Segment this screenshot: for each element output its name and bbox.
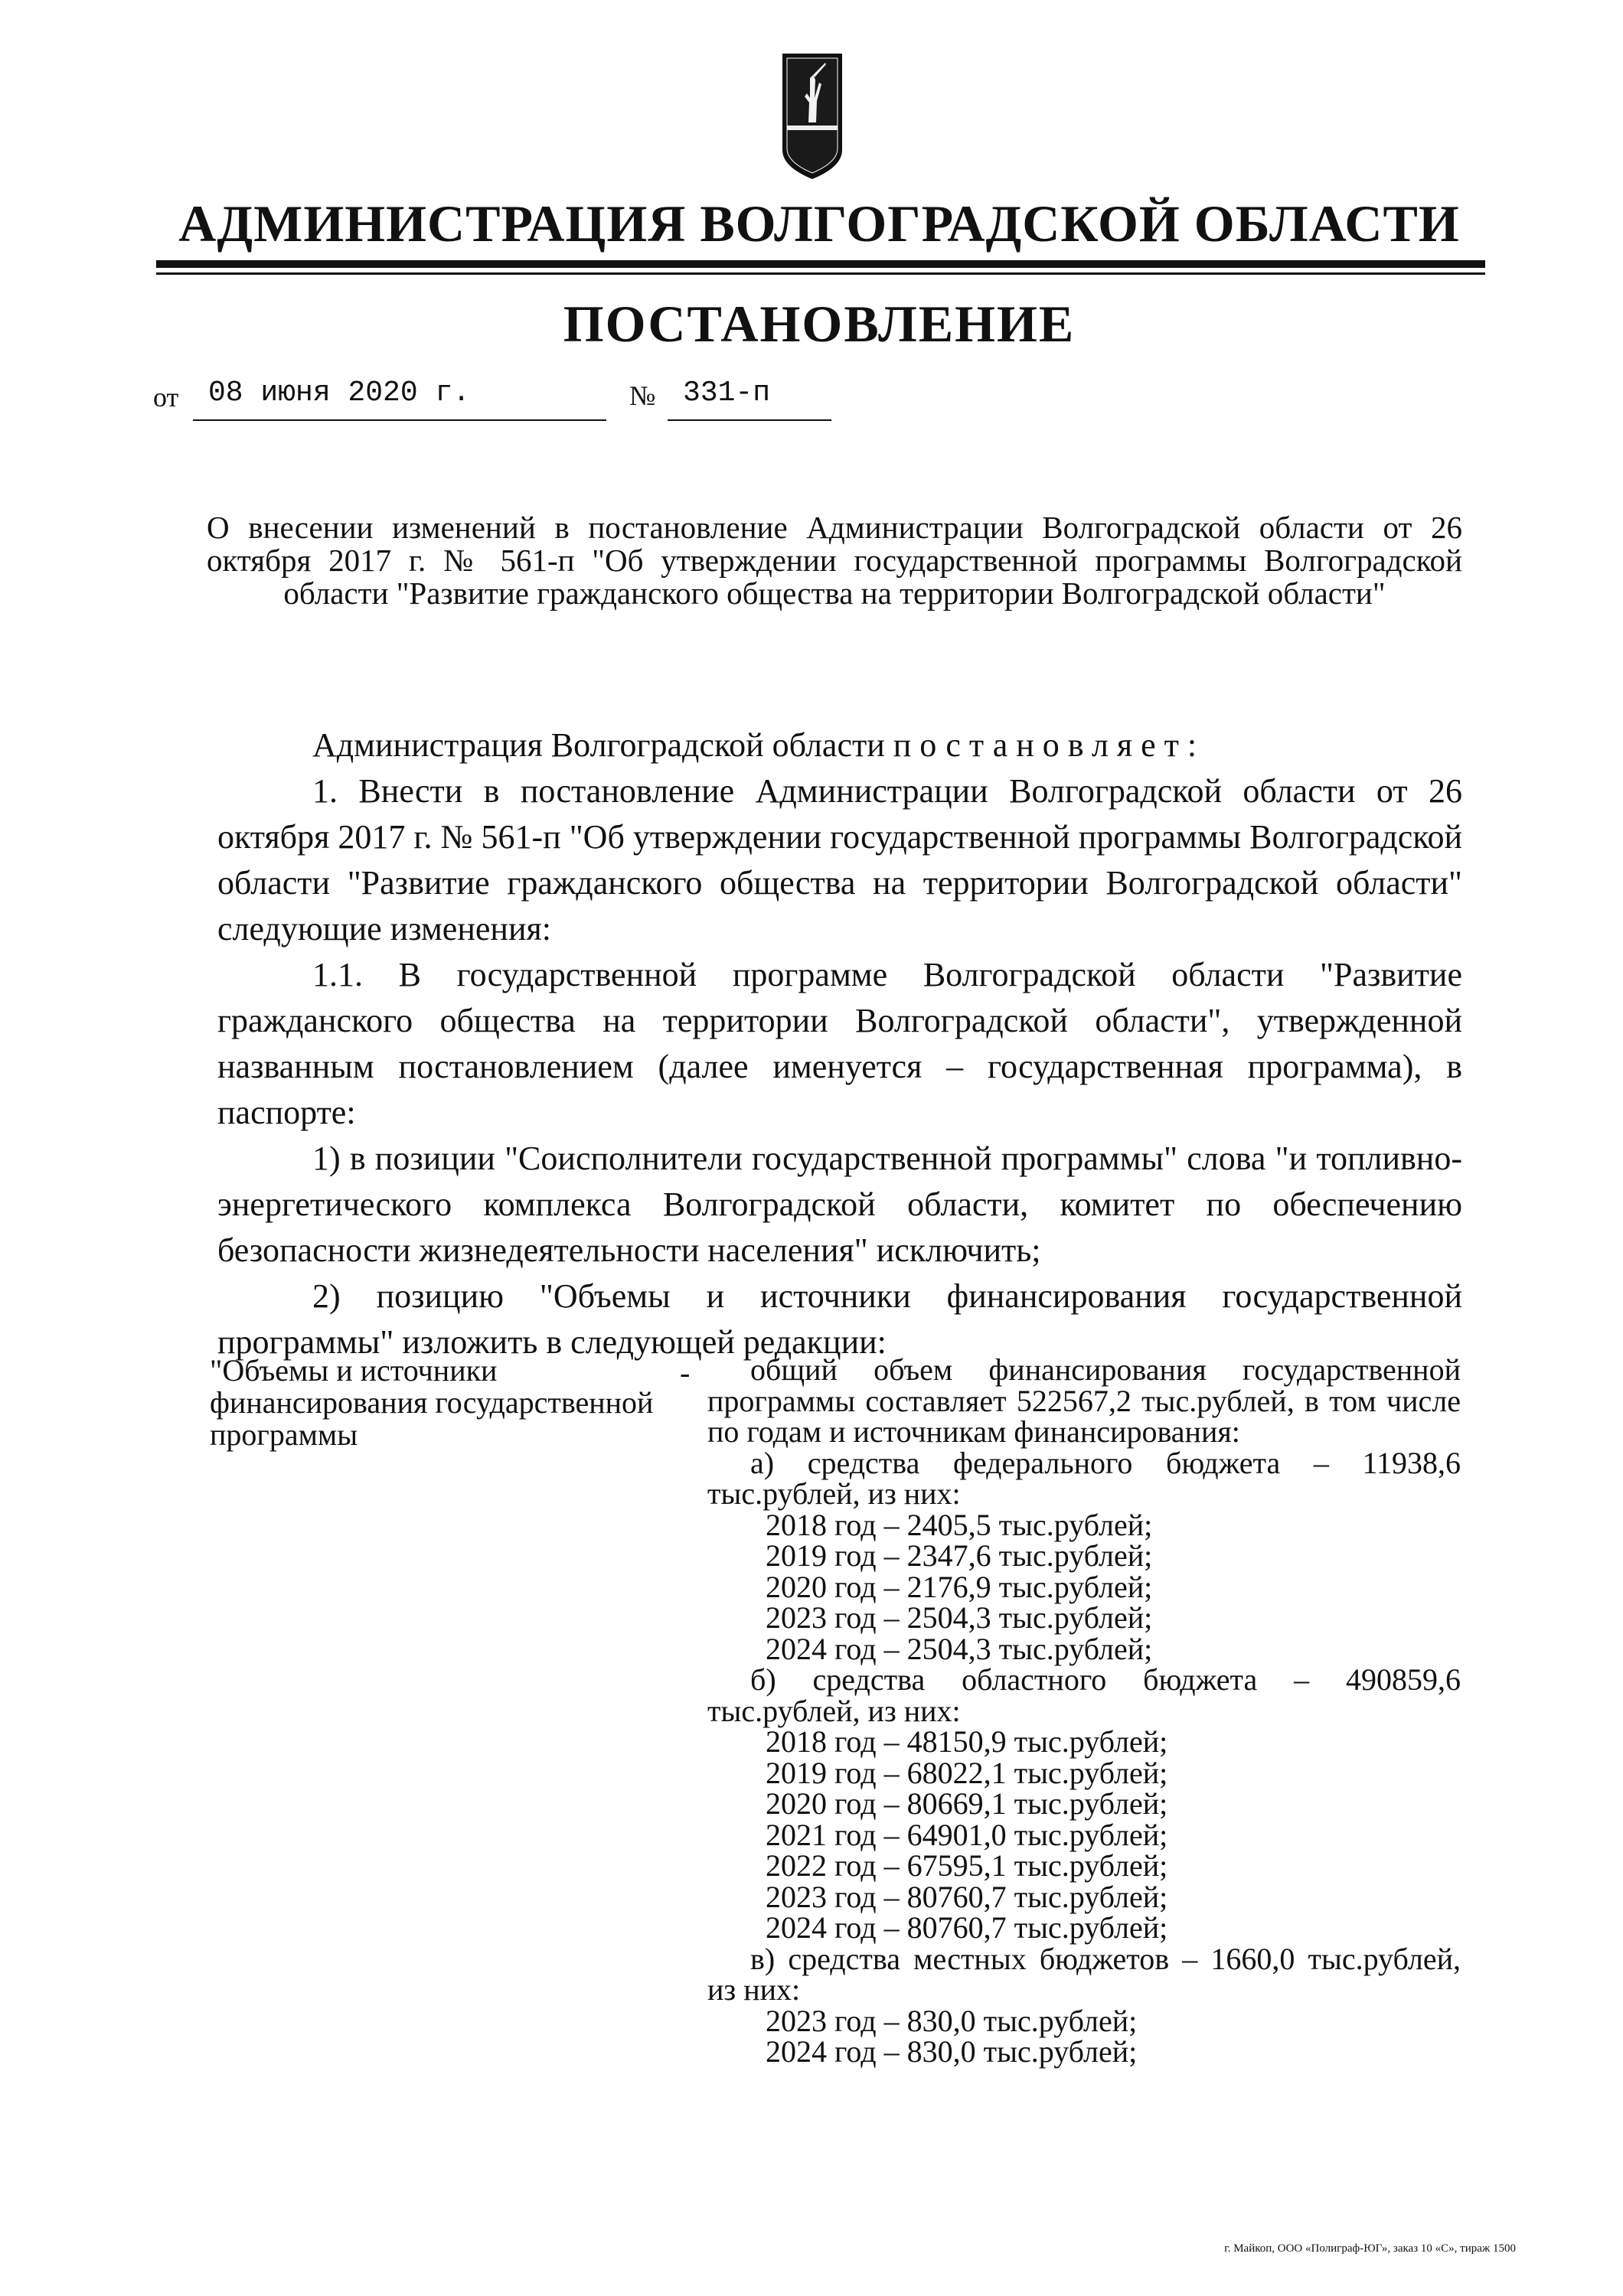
intro-verb: постановляет: [893,726,1206,764]
item-1-1-1: 1) в позиции "Соисполнители государственной программы" слова "и топливно-энергетического комплекса Волгоградской области, комитет по обеспечению безопасности жизнедеятельности населения" исключить; [217,1140,1462,1269]
funding-table-label: "Объемы и источники финансирования государственной программы [210,1353,654,1452]
funding-table-content [707,1352,1461,2069]
list-item: 2020 год – 2176,9 тыс.рублей; [766,1569,1153,1604]
number-field [668,377,831,421]
item-1: 1. Внести в постановление Администрации Волгоградской области от 26 октября 2017 г. № 561-п "Об утверждении государственной программы Волгоградской области "Развитие гражданского общества на территории Волгоградской области" следующие изменения: [217,772,1462,947]
list-item: 2022 год – 67595,1 тыс.рублей; [766,1848,1168,1883]
list-item: 2024 год – 80760,7 тыс.рублей; [766,1910,1168,1945]
header-rule-thick [156,260,1485,268]
coat-of-arms-emblem [779,52,845,181]
intro-text: Администрация Волгоградской области [312,726,885,764]
date-field [193,377,606,421]
funding-table-dash: - [680,1355,691,1390]
list-item: 2023 год – 2504,3 тыс.рублей; [766,1600,1153,1635]
federal-header: а) средства федерального бюджета – 11938,6 тыс.рублей, из них: [707,1445,1461,1511]
list-item: 2018 год – 48150,9 тыс.рублей; [766,1724,1168,1759]
organization-title: АДМИНИСТРАЦИЯ ВОЛГОГРАДСКОЙ ОБЛАСТИ [178,194,1460,253]
list-item: 2018 год – 2405,5 тыс.рублей; [766,1507,1153,1542]
date-value: 08 июня 2020 г. [208,377,471,409]
federal-year-list [707,1507,1461,1666]
list-item: 2020 год – 80669,1 тыс.рублей; [766,1786,1168,1821]
number-prefix: № [629,380,656,411]
list-item: 2021 год – 64901,0 тыс.рублей; [766,1817,1168,1852]
regional-year-list [707,1724,1461,1945]
number-value: 331-п [683,377,771,409]
print-imprint: г. Майкоп, ООО «Полиграф-ЮГ», заказ 10 «С», тираж 1500 [1224,2242,1516,2255]
list-item: 2023 год – 830,0 тыс.рублей; [766,2003,1138,2038]
item-1-1-2: 2) позицию "Объемы и источники финансирования государственной программы" изложить в следующей редакции: [217,1277,1462,1361]
local-year-list [707,2003,1461,2069]
list-item: 2019 год – 2347,6 тыс.рублей; [766,1538,1153,1573]
item-1-1: 1.1. В государственной программе Волгоградской области "Развитие гражданского общества на территории Волгоградской области", утвержденной названным постановлением (далее именуется – государственная программа), в паспорте: [217,956,1462,1131]
header-rule-thin [156,272,1485,275]
local-header: в) средства местных бюджетов – 1660,0 тыс.рублей, из них: [707,1941,1461,2007]
intro-paragraph [217,722,1462,768]
document-body [217,722,1462,1365]
list-item: 2019 год – 68022,1 тыс.рублей; [766,1755,1168,1790]
date-prefix: от [153,382,179,413]
list-item: 2023 год – 80760,7 тыс.рублей; [766,1879,1168,1914]
document-type-heading: ПОСТАНОВЛЕНИЕ [563,295,1076,353]
funding-total: общий объем финансирования государственной программы составляет 522567,2 тыс.рублей, в том числе по годам и источникам финансирования: [707,1352,1461,1449]
subject-heading: О внесении изменений в постановление Администрации Волгоградской области от 26 октября 2017 г. № 561-п "Об утверждении государственной программы Волгоградской области "Развитие гражданского общества на территории Волгоградской области" [207,510,1462,611]
list-item: 2024 год – 830,0 тыс.рублей; [766,2034,1138,2069]
list-item: 2024 год – 2504,3 тыс.рублей; [766,1631,1153,1666]
regional-header: б) средства областного бюджета – 490859,6 тыс.рублей, из них: [707,1662,1461,1728]
